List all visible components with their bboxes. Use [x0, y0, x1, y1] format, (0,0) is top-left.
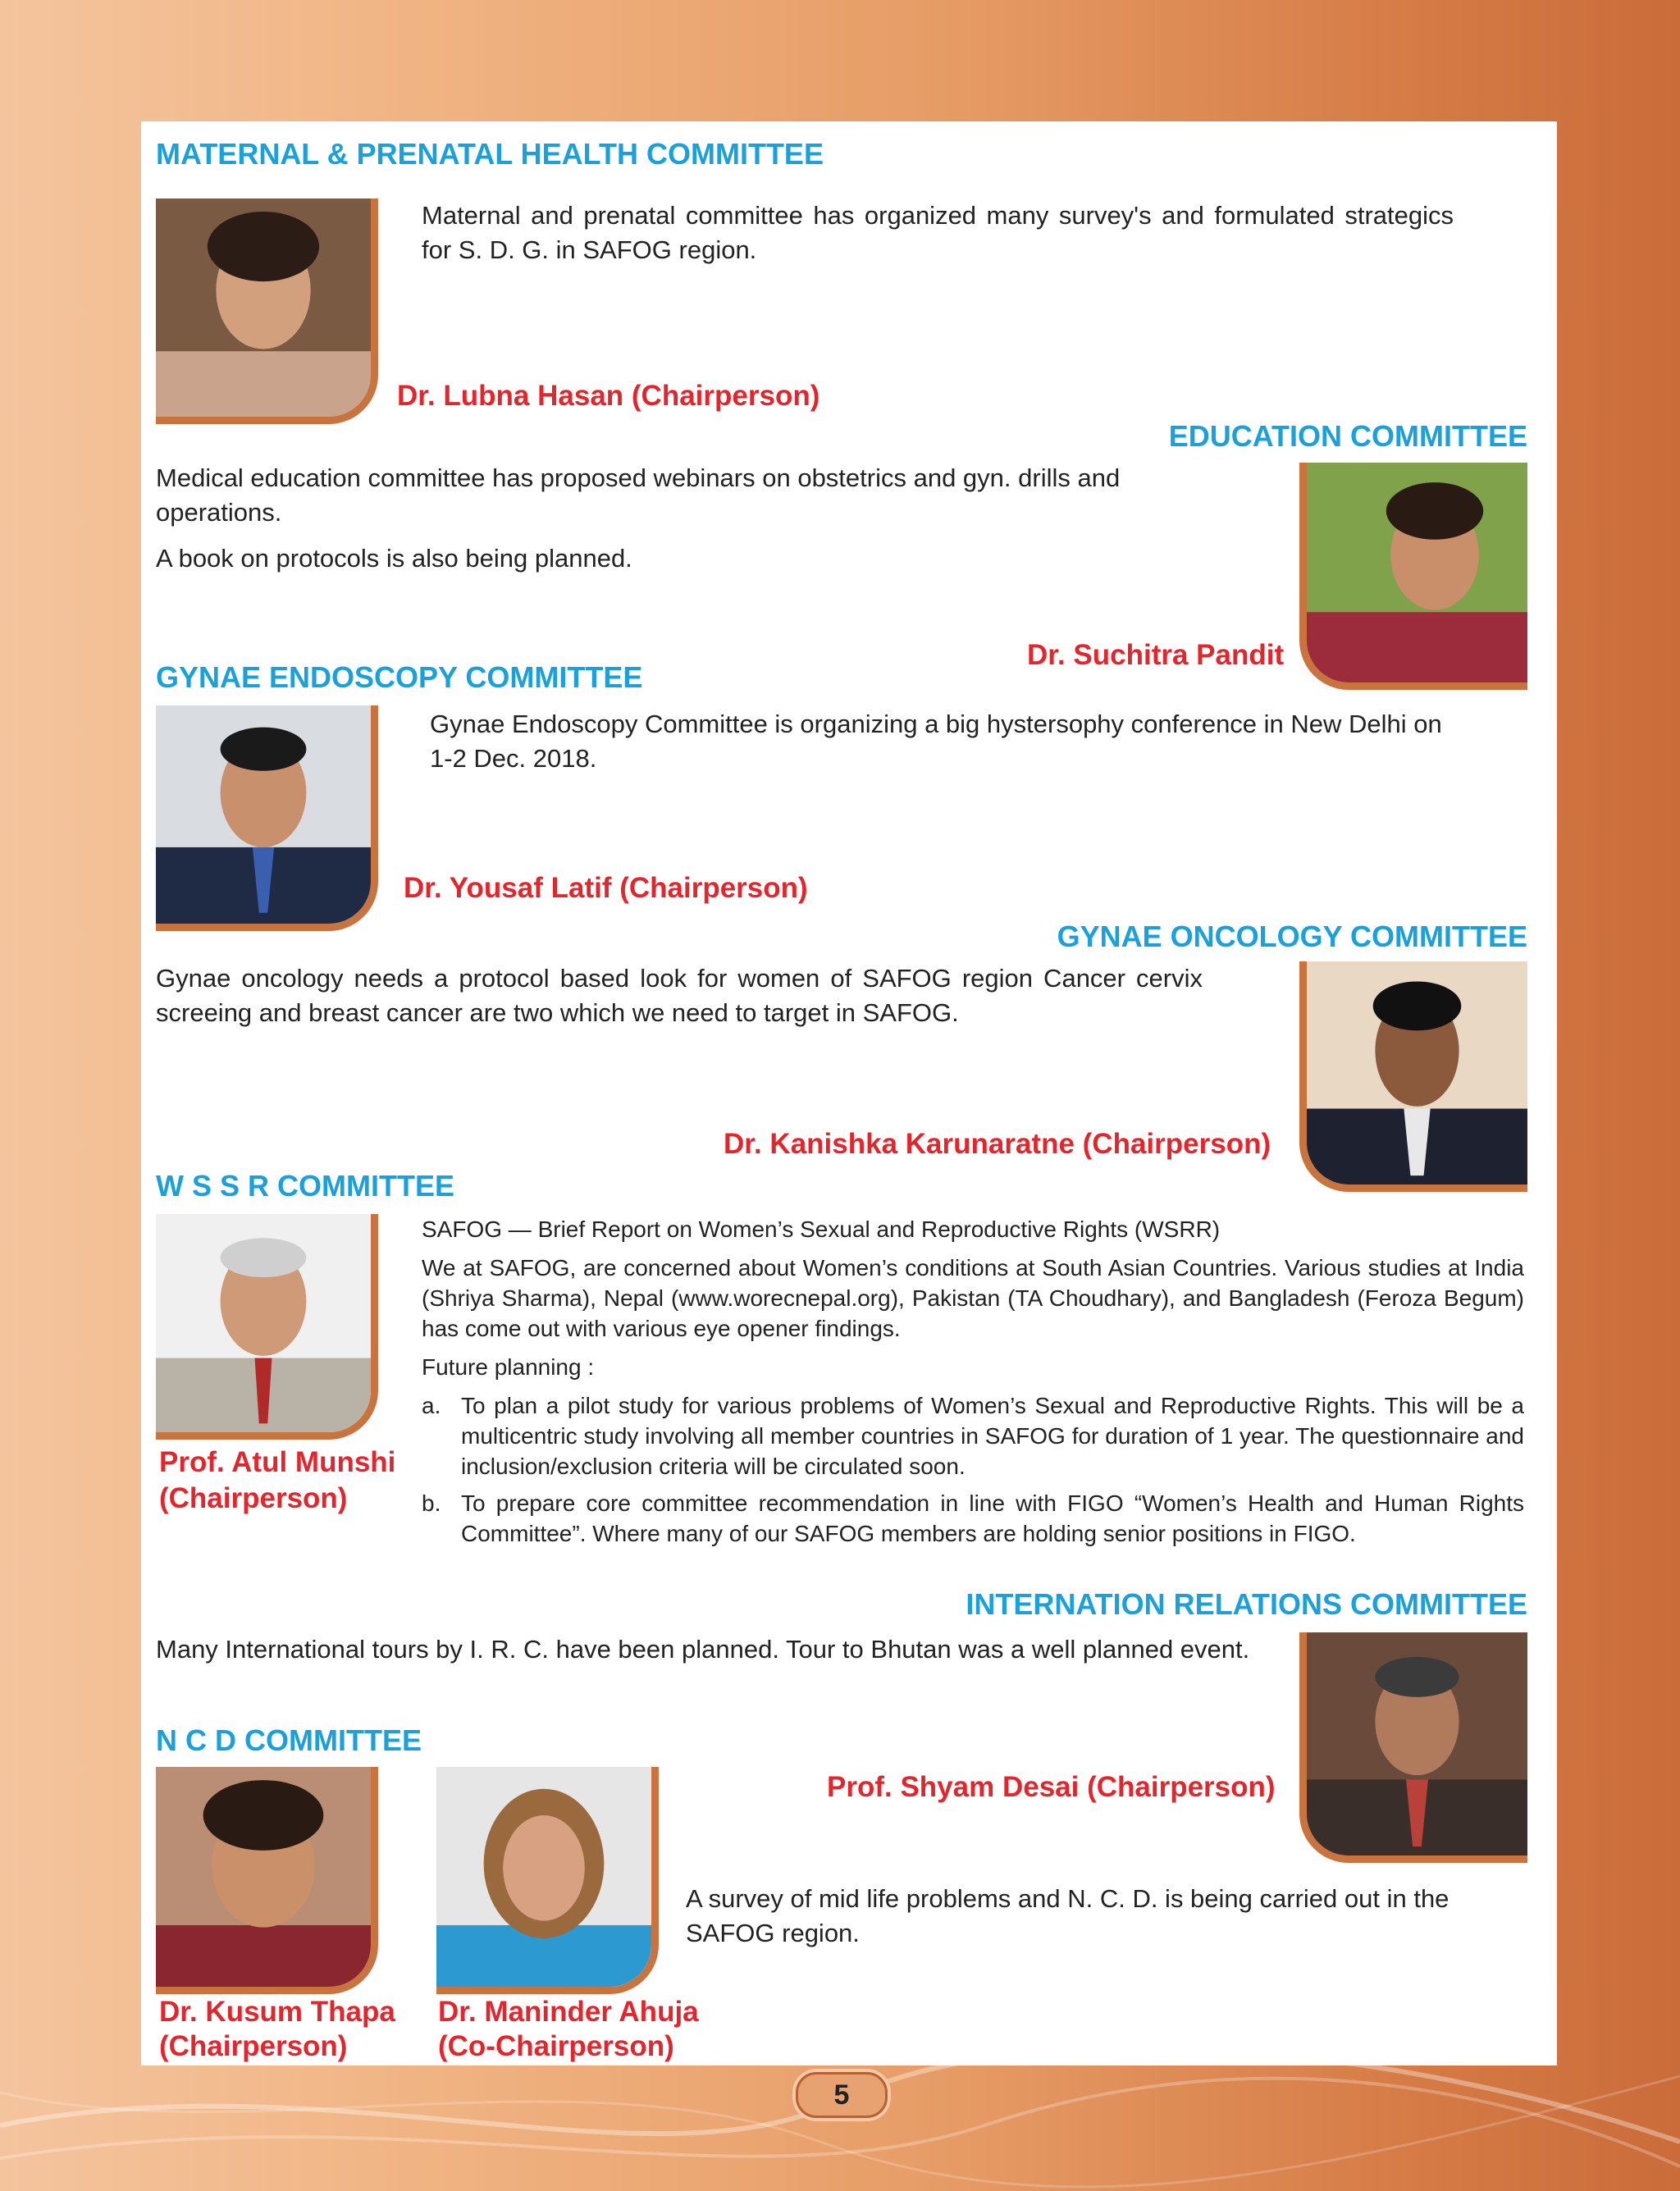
endoscopy-heading: GYNAE ENDOSCOPY COMMITTEE — [156, 660, 643, 694]
document-page — [141, 121, 1557, 2065]
wssr-person-name-line2: (Chairperson) — [159, 1482, 348, 1514]
education-text-2: A book on protocols is also being planned. — [156, 544, 632, 573]
international-heading: INTERNATION RELATIONS COMMITTEE — [966, 1587, 1527, 1621]
photo-maninder-ahuja — [436, 1767, 659, 1994]
page-number: 5 — [796, 2072, 888, 2118]
wssr-plan-list — [422, 1390, 1524, 1549]
photo-suchitra-pandit — [1299, 463, 1527, 690]
maternal-person-name: Dr. Lubna Hasan (Chairperson) — [397, 380, 820, 412]
photo-kusum-thapa — [156, 1767, 378, 1994]
international-person-name: Prof. Shyam Desai (Chairperson) — [827, 1771, 1276, 1803]
list-item — [422, 1488, 1524, 1549]
wssr-text-block — [422, 1214, 1524, 1555]
maternal-text: Maternal and prenatal committee has organized many survey's and formulated strategics for S. D. G. in SAFOG region. — [422, 201, 1454, 264]
wssr-line-2: We at SAFOG, are concerned about Women’s conditions at South Asian Countries. Various studies at India (Shriya Sharma), Nepal (www.worecnepal.org), Pakistan (TA Choudhary), and Bangladesh (Feroza Begum) has come out with various eye opener findings. — [422, 1255, 1524, 1341]
ncd-person1-name-line2: (Chairperson) — [159, 2030, 348, 2062]
wssr-line-3: Future planning : — [422, 1354, 595, 1380]
list-marker: a. — [422, 1393, 441, 1418]
ncd-person1-name-line1: Dr. Kusum Thapa — [159, 1996, 395, 2028]
wssr-heading: W S S R COMMITTEE — [156, 1169, 454, 1203]
photo-lubna-hasan — [156, 199, 378, 424]
oncology-person-name: Dr. Kanishka Karunaratne (Chairperson) — [724, 1128, 1271, 1160]
endoscopy-text: Gynae Endoscopy Committee is organizing a big hystersophy conference in New Delhi on 1-2 Dec. 2018. — [430, 710, 1442, 773]
ncd-heading: N C D COMMITTEE — [156, 1723, 422, 1757]
ncd-text: A survey of mid life problems and N. C. D. is being carried out in the SAFOG region. — [686, 1884, 1449, 1947]
list-item — [422, 1390, 1524, 1481]
endoscopy-person-name: Dr. Yousaf Latif (Chairperson) — [404, 872, 808, 904]
education-text-block — [156, 461, 1203, 587]
photo-shyam-desai — [1299, 1632, 1527, 1863]
photo-yousaf-latif — [156, 705, 378, 931]
education-heading: EDUCATION COMMITTEE — [1168, 419, 1527, 453]
international-text: Many International tours by I. R. C. have been planned. Tour to Bhutan was a well planned event. — [156, 1635, 1250, 1664]
ncd-person2-name-line2: (Co-Chairperson) — [438, 2030, 674, 2062]
list-marker: b. — [422, 1490, 441, 1516]
education-text-1: Medical education committee has proposed webinars on obstetrics and gyn. drills and operations. — [156, 463, 1121, 527]
oncology-text: Gynae oncology needs a protocol based look for women of SAFOG region Cancer cervix screeing and breast cancer are two which we need to target in SAFOG. — [156, 964, 1203, 1027]
wssr-line-1: SAFOG — Brief Report on Women’s Sexual and Reproductive Rights (WSRR) — [422, 1216, 1221, 1242]
education-person-name: Dr. Suchitra Pandit — [1027, 639, 1285, 671]
wssr-person-name-line1: Prof. Atul Munshi — [159, 1446, 396, 1478]
photo-kanishka-karunaratne — [1299, 961, 1527, 1192]
photo-atul-munshi — [156, 1214, 378, 1440]
list-text: To prepare core committee recommendation in line with FIGO “Women’s Health and Human Rights Committee”. Where many of our SAFOG members are holding senior positions in FIGO. — [461, 1490, 1524, 1546]
maternal-heading: MATERNAL & PRENATAL HEALTH COMMITTEE — [156, 137, 824, 171]
list-text: To plan a pilot study for various problems of Women’s Sexual and Reproductive Rights. This will be a multicentric study involving all member countries in SAFOG for duration of 1 year. The questionnaire and inclusion/exclusion criteria will be circulated soon. — [461, 1393, 1524, 1479]
oncology-heading: GYNAE ONCOLOGY COMMITTEE — [1057, 920, 1527, 953]
ncd-person2-name-line1: Dr. Maninder Ahuja — [438, 1996, 699, 2028]
